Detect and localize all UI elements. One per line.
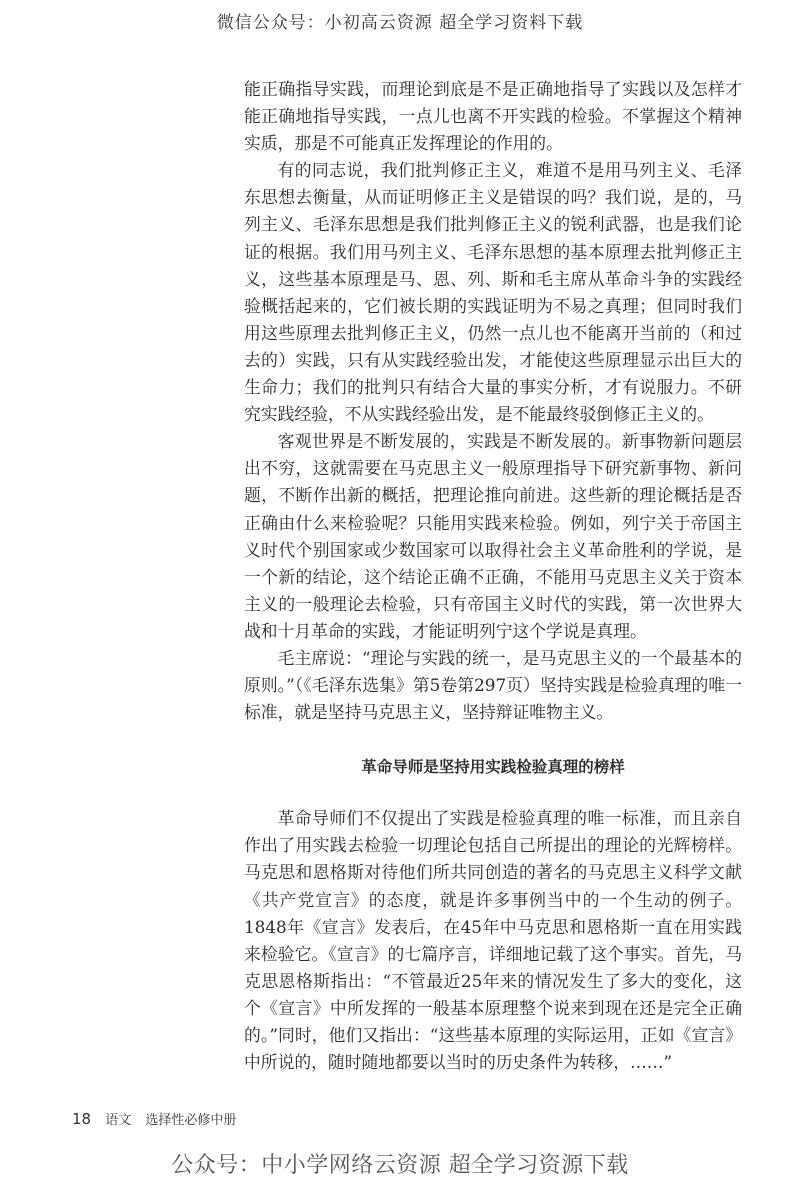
article-body: [244, 76, 742, 1076]
top-watermark-banner: 微信公众号：小初高云资源 超全学习资料下载: [216, 13, 584, 33]
section-heading: 革命导师是坚持用实践检验真理的榜样: [361, 758, 625, 777]
bottom-watermark-banner: 公众号：中小学网络云资源 超全学习资源下载: [171, 1153, 629, 1178]
paragraph: 毛主席说：“理论与实践的统一，是马克思主义的一个最基本的原则。”（《毛泽东选集》第5卷第297页）坚持实践是检验真理的唯一标准，就是坚持马克思主义，坚持辩证唯物主义。: [244, 647, 742, 723]
page-footer: [72, 1109, 236, 1128]
page-number: 18: [72, 1110, 92, 1128]
book-title-label: 选择性必修中册: [145, 1113, 237, 1128]
paragraph: 有的同志说，我们批判修正主义，难道不是用马列主义、毛泽东思想去衡量，从而证明修正主义是错误的吗？我们说，是的，马列主义、毛泽东思想是我们批判修正主义的锐利武器，也是我们论证的根据。我们用马列主义、毛泽东思想的基本原理去批判修正主义，这些基本原理是马、恩、列、斯和毛主席从革命斗争的实践经验概括起来的，它们被长期的实践证明为不易之真理；但同时我们用这些原理去批判修正主义，仍然一点儿也不能离开当前的（和过去的）实践，只有从实践经验出发，才能使这些原理显示出巨大的生命力；我们的批判只有结合大量的事实分析，才有说服力。不研究实践经验，不从实践经验出发，是不能最终驳倒修正主义的。: [244, 160, 742, 425]
paragraph: 客观世界是不断发展的，实践是不断发展的。新事物新问题层出不穷，这就需要在马克思主义一般原理指导下研究新事物、新问题，不断作出新的概括，把理论推向前进。这些新的理论概括是否正确由什么来检验呢？只能用实践来检验。例如，列宁关于帝国主义时代个别国家或少数国家可以取得社会主义革命胜利的学说，是一个新的结论，这个结论正确不正确，不能用马克思主义关于资本主义的一般理论去检验，只有帝国主义时代的实践，第一次世界大战和十月革命的实践，才能证明列宁这个学说是真理。: [244, 431, 742, 641]
paragraph: 革命导师们不仅提出了实践是检验真理的唯一标准，而且亲自作出了用实践去检验一切理论包括自己所提出的理论的光辉榜样。马克思和恩格斯对待他们所共同创造的著名的马克思主义科学文献《共产党宣言》的态度，就是许多事例当中的一个生动的例子。1848年《宣言》发表后，在45年中马克思和恩格斯一直在用实践来检验它。《宣言》的七篇序言，详细地记载了这个事实。首先，马克思恩格斯指出：“不管最近25年来的情况发生了多大的变化，这个《宣言》中所发挥的一般基本原理整个说来到现在还是完全正确的。”同时，他们又指出：“这些基本原理的实际运用，正如《宣言》中所说的，随时随地都要以当时的历史条件为转移，……”: [244, 808, 742, 1073]
paragraph: 能正确指导实践，而理论到底是不是正确地指导了实践以及怎样才能正确地指导实践，一点儿也离不开实践的检验。不掌握这个精神实质，那是不可能真正发挥理论的作用的。: [244, 79, 742, 154]
subject-label: 语文: [105, 1113, 132, 1128]
